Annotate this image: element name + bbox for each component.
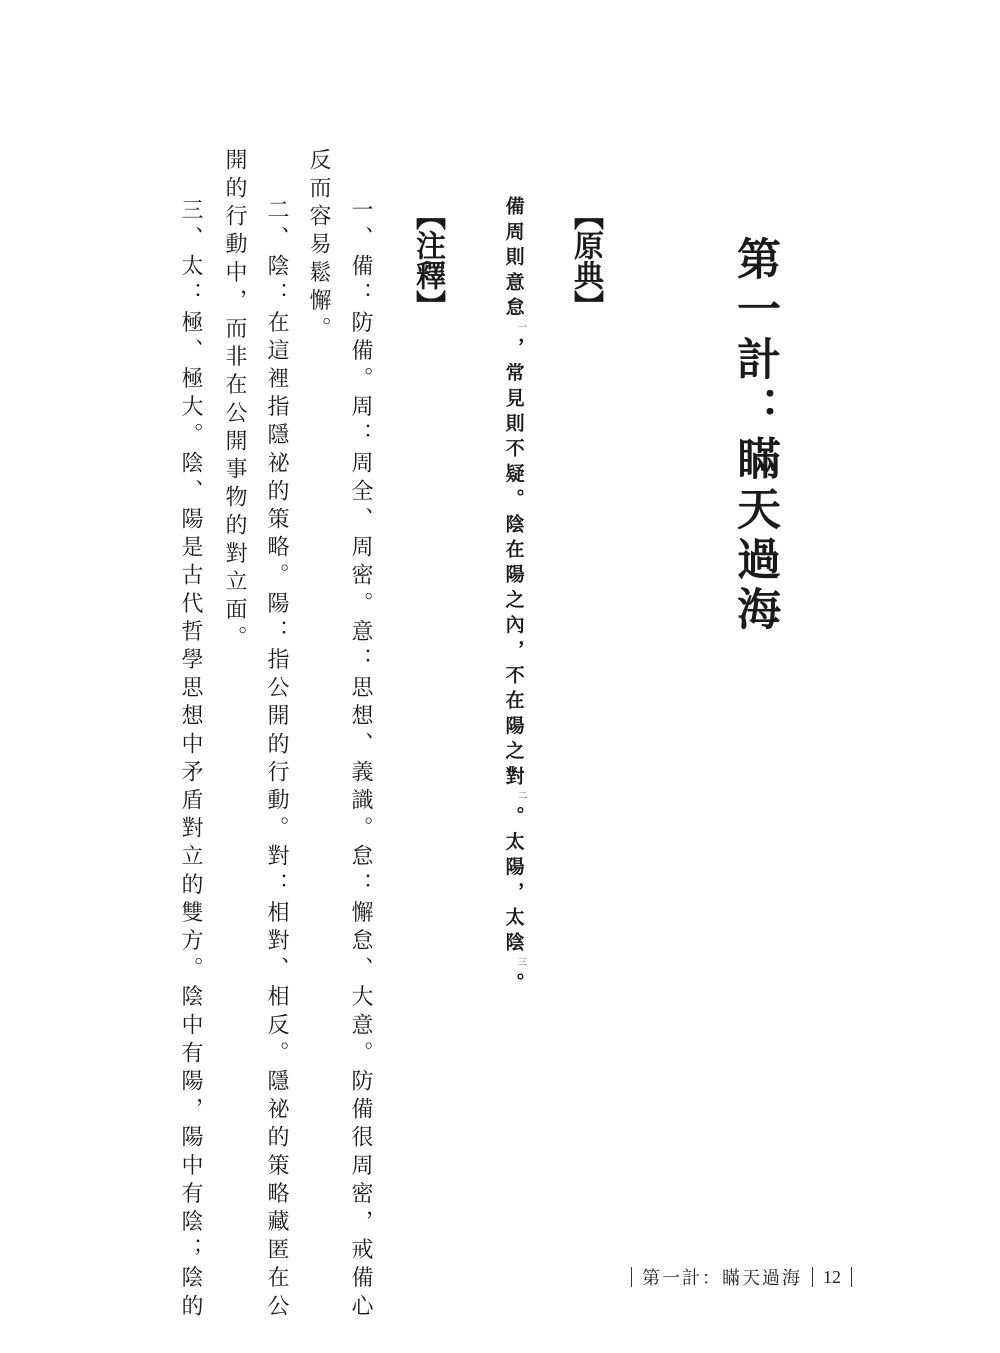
note-column-5: 三、太：極、極大。陰、陽是古代哲學思想中矛盾對立的雙方。陰中有陽，陽中有陰；陰的 (178, 198, 203, 1322)
original-heading: 【原典】 (568, 200, 603, 320)
page-number: 12 (823, 1266, 841, 1287)
original-text-part-3: 。太陽，太陰 (502, 806, 525, 958)
original-text (502, 196, 532, 998)
note-column-2: 反而容易鬆懈。 (306, 148, 331, 345)
note-column-1: 一、備：防備。周：周全、周密。意：思想、義識。怠：懈怠、大意。防備很周密，戒備心 (348, 198, 373, 1322)
footnote-marker-2: 二 (516, 790, 526, 807)
note-column-3: 二、陰：在這裡指隱祕的策略。陽：指公開的行動。對：相對、相反。隱祕的策略藏匿在公 (264, 198, 289, 1322)
original-text-part-1: 備周則意怠 (502, 196, 525, 322)
footer-divider (812, 1267, 813, 1287)
note-column-4: 開的行動中，而非在公開事物的對立面。 (222, 148, 247, 654)
footer-divider (631, 1267, 632, 1287)
footnote-marker-1: 一 (516, 322, 526, 338)
original-text-part-2: ，常見則不疑。陰在陽之內，不在陽之對 (502, 337, 525, 791)
original-text-part-4: 。 (502, 972, 525, 998)
footer-running-title: 第一計：瞞天過海 (642, 1268, 802, 1289)
page-footer (621, 1264, 862, 1290)
chapter-title: 第一計：瞞天過海 (729, 236, 780, 636)
footnote-marker-3: 三 (516, 957, 526, 973)
notes-heading: 【注釋】 (410, 200, 445, 320)
footer-divider (851, 1267, 852, 1287)
